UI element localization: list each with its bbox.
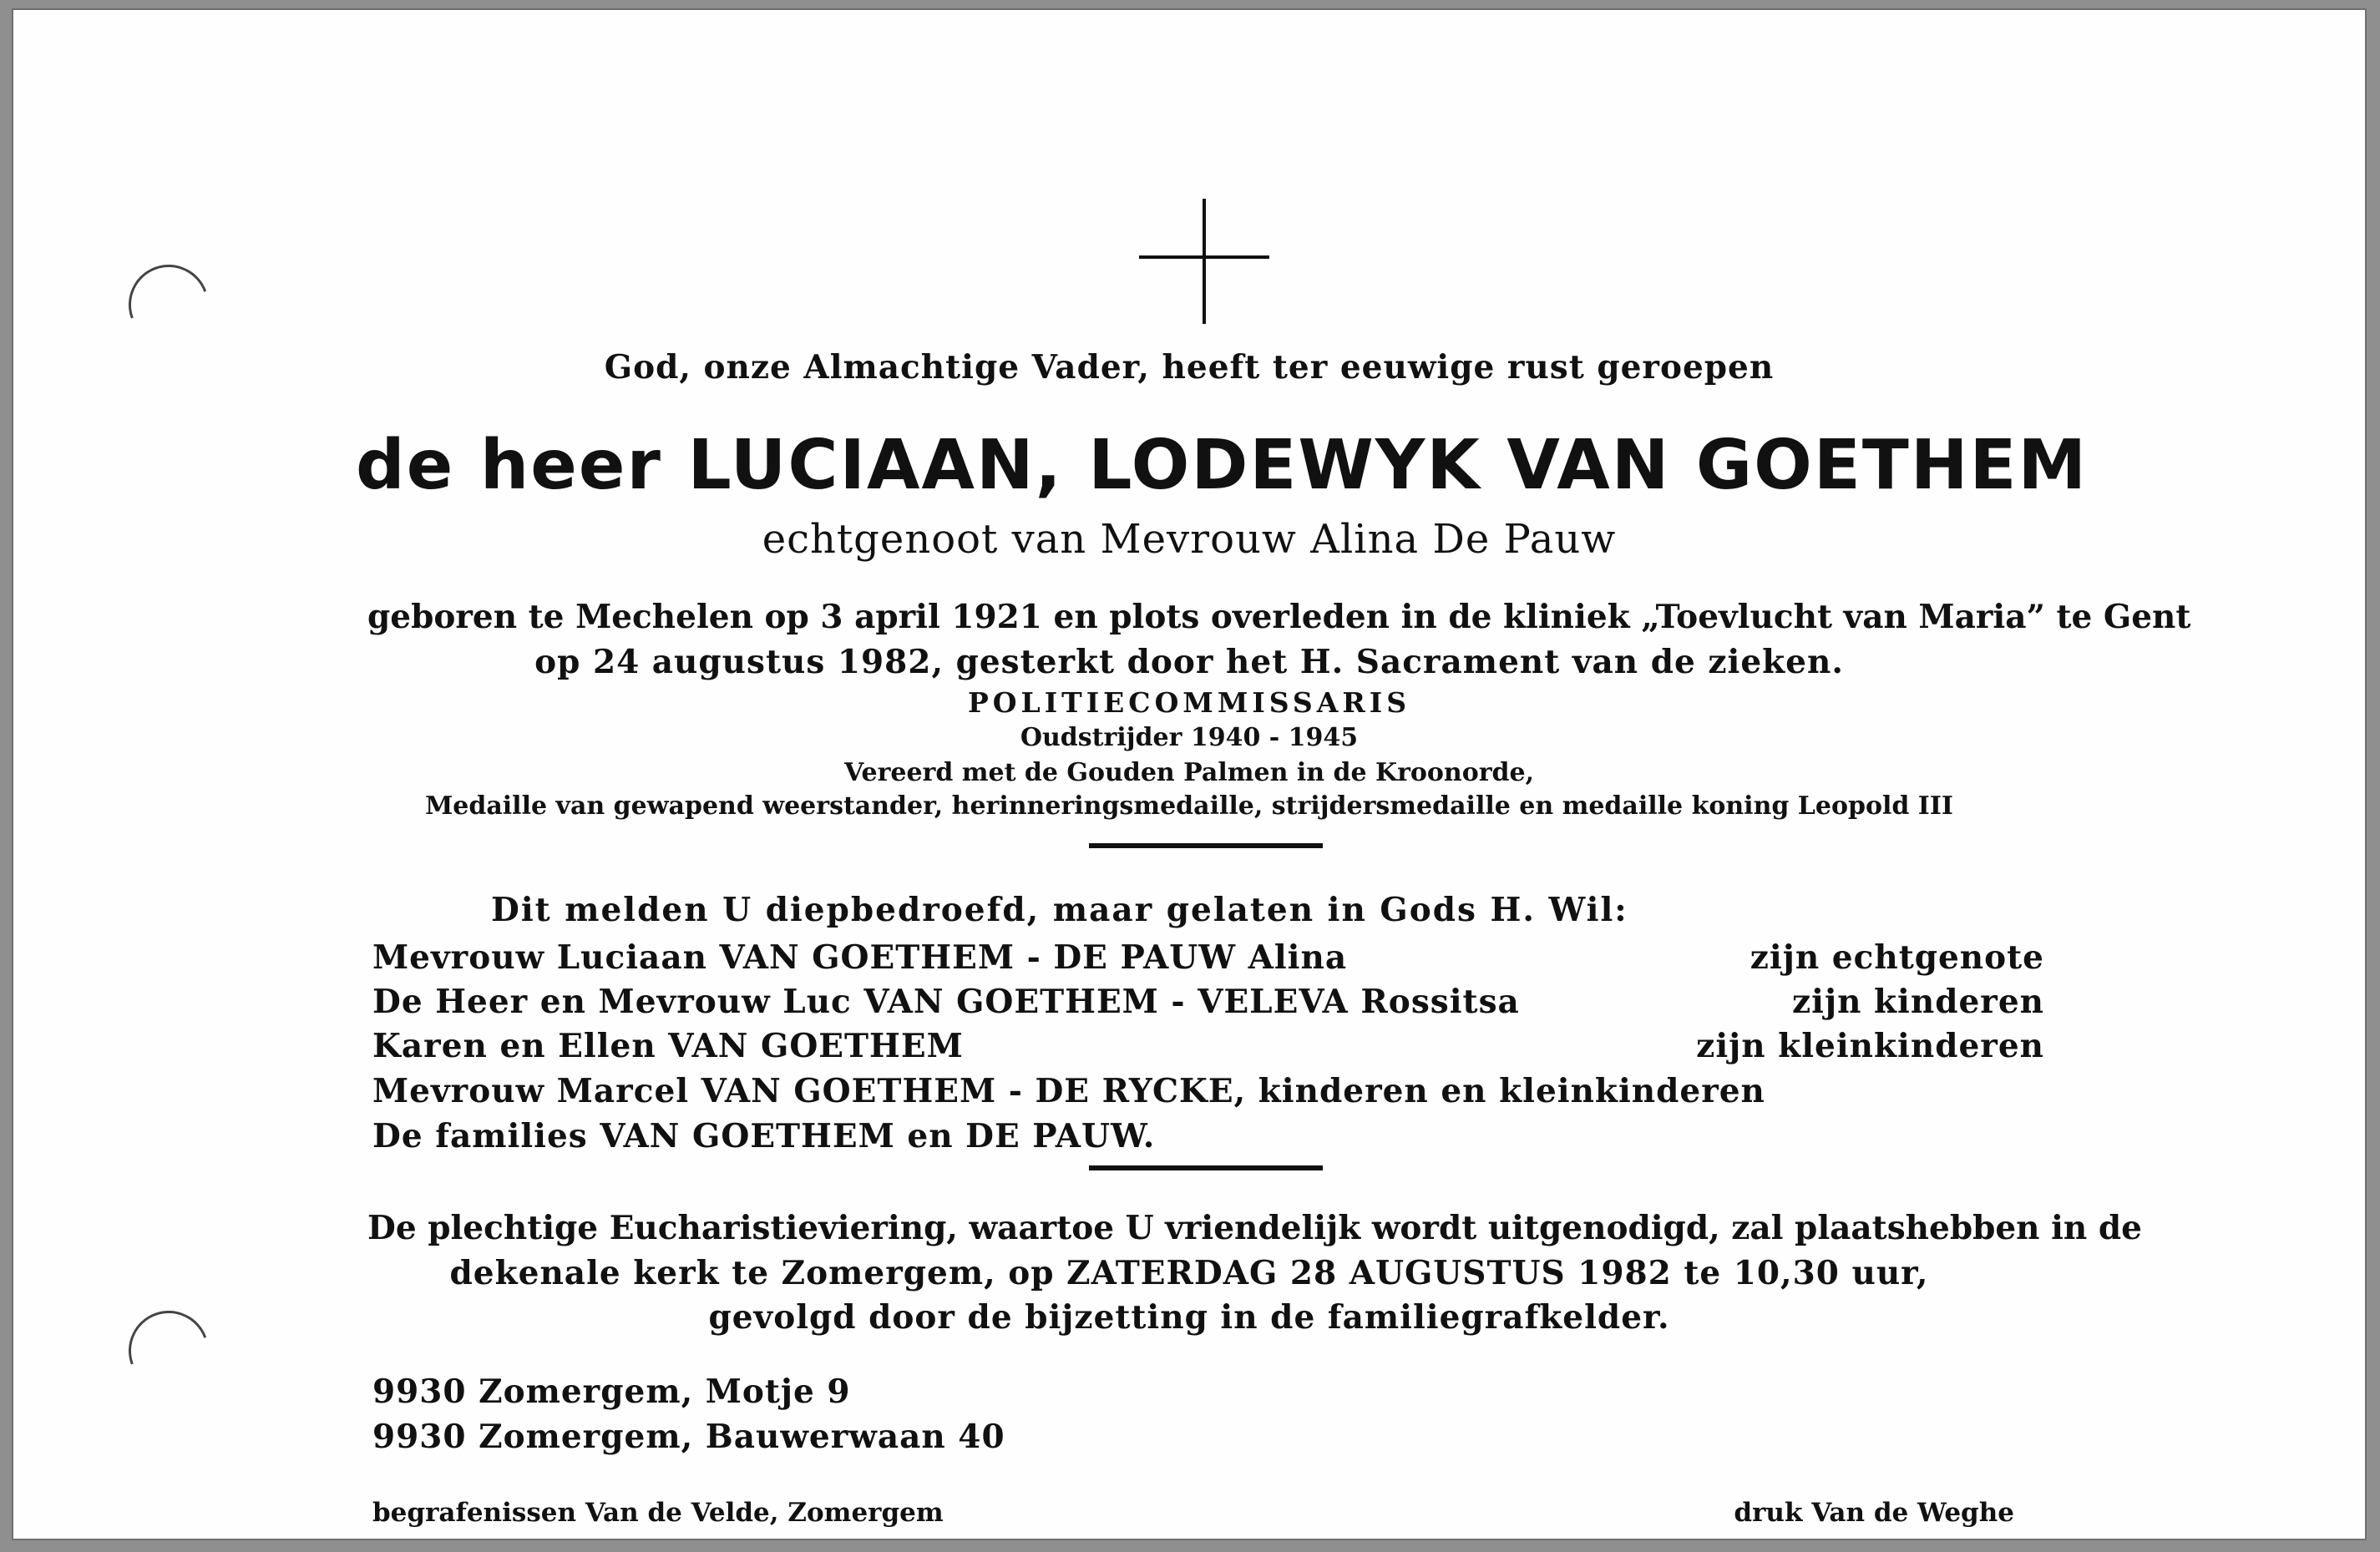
mourner-name: Mevrouw Marcel VAN GOETHEM - DE RYCKE, kinderen en kleinkinderen bbox=[372, 1072, 1765, 1110]
deceased-name: de heer LUCIAAN, LODEWYK VAN GOETHEM bbox=[356, 426, 2089, 505]
mourner-name: Mevrouw Luciaan VAN GOETHEM - DE PAUW Alina bbox=[372, 938, 1348, 977]
function-title: POLITIECOMMISSARIS bbox=[967, 686, 1411, 719]
undertaker-credit: begrafenissen Van de Velde, Zomergem bbox=[372, 1498, 944, 1528]
honors-line-2: Medaille van gewapend weerstander, herinneringsmedaille, strijdersmedaille en medaille koning Leopold III bbox=[425, 791, 1953, 821]
mourner-relation: zijn echtgenote bbox=[1750, 938, 2044, 977]
divider bbox=[1089, 1165, 1323, 1170]
cross-icon bbox=[1139, 199, 1269, 324]
veteran-line: Oudstrijder 1940 - 1945 bbox=[1020, 723, 1359, 752]
spouse-line: echtgenoot van Mevrouw Alina De Pauw bbox=[762, 516, 1617, 563]
funeral-line-3: gevolgd door de bijzetting in de familiegrafkelder. bbox=[708, 1298, 1670, 1337]
address-2: 9930 Zomergem, Bauwerwaan 40 bbox=[372, 1418, 1005, 1456]
report-line: Dit melden U diepbedroefd, maar gelaten in Gods H. Wil: bbox=[491, 891, 1628, 929]
mourner-relation: zijn kinderen bbox=[1792, 983, 2044, 1021]
intro-text: God, onze Almachtige Vader, heeft ter eeuwige rust geroepen bbox=[604, 348, 1775, 387]
divider bbox=[1089, 843, 1323, 848]
birth-line-1: geboren te Mechelen op 3 april 1921 en plots overleden in de kliniek „Toevlucht van Maria” te Gent bbox=[367, 598, 2191, 636]
mourner-name: De Heer en Mevrouw Luc VAN GOETHEM - VELEVA Rossitsa bbox=[372, 983, 1520, 1021]
mourner-name: De families VAN GOETHEM en DE PAUW. bbox=[372, 1117, 1156, 1155]
address-1: 9930 Zomergem, Motje 9 bbox=[372, 1373, 851, 1411]
funeral-line-1: De plechtige Eucharistieviering, waartoe U vriendelijk wordt uitgenodigd, zal plaatshebben in de bbox=[367, 1209, 2142, 1247]
binder-hole-top bbox=[115, 251, 222, 358]
funeral-line-2: dekenale kerk te Zomergem, op ZATERDAG 28 AUGUSTUS 1982 te 10,30 uur, bbox=[449, 1254, 1929, 1292]
birth-line-2: op 24 augustus 1982, gesterkt door het H. Sacrament van de zieken. bbox=[534, 643, 1844, 681]
honors-line-1: Vereerd met de Gouden Palmen in de Kroonorde, bbox=[843, 758, 1535, 787]
printer-credit: druk Van de Weghe bbox=[1734, 1498, 2014, 1528]
mourner-relation: zijn kleinkinderen bbox=[1696, 1027, 2044, 1065]
mourner-name: Karen en Ellen VAN GOETHEM bbox=[372, 1027, 964, 1065]
mourning-card bbox=[12, 8, 2367, 1540]
